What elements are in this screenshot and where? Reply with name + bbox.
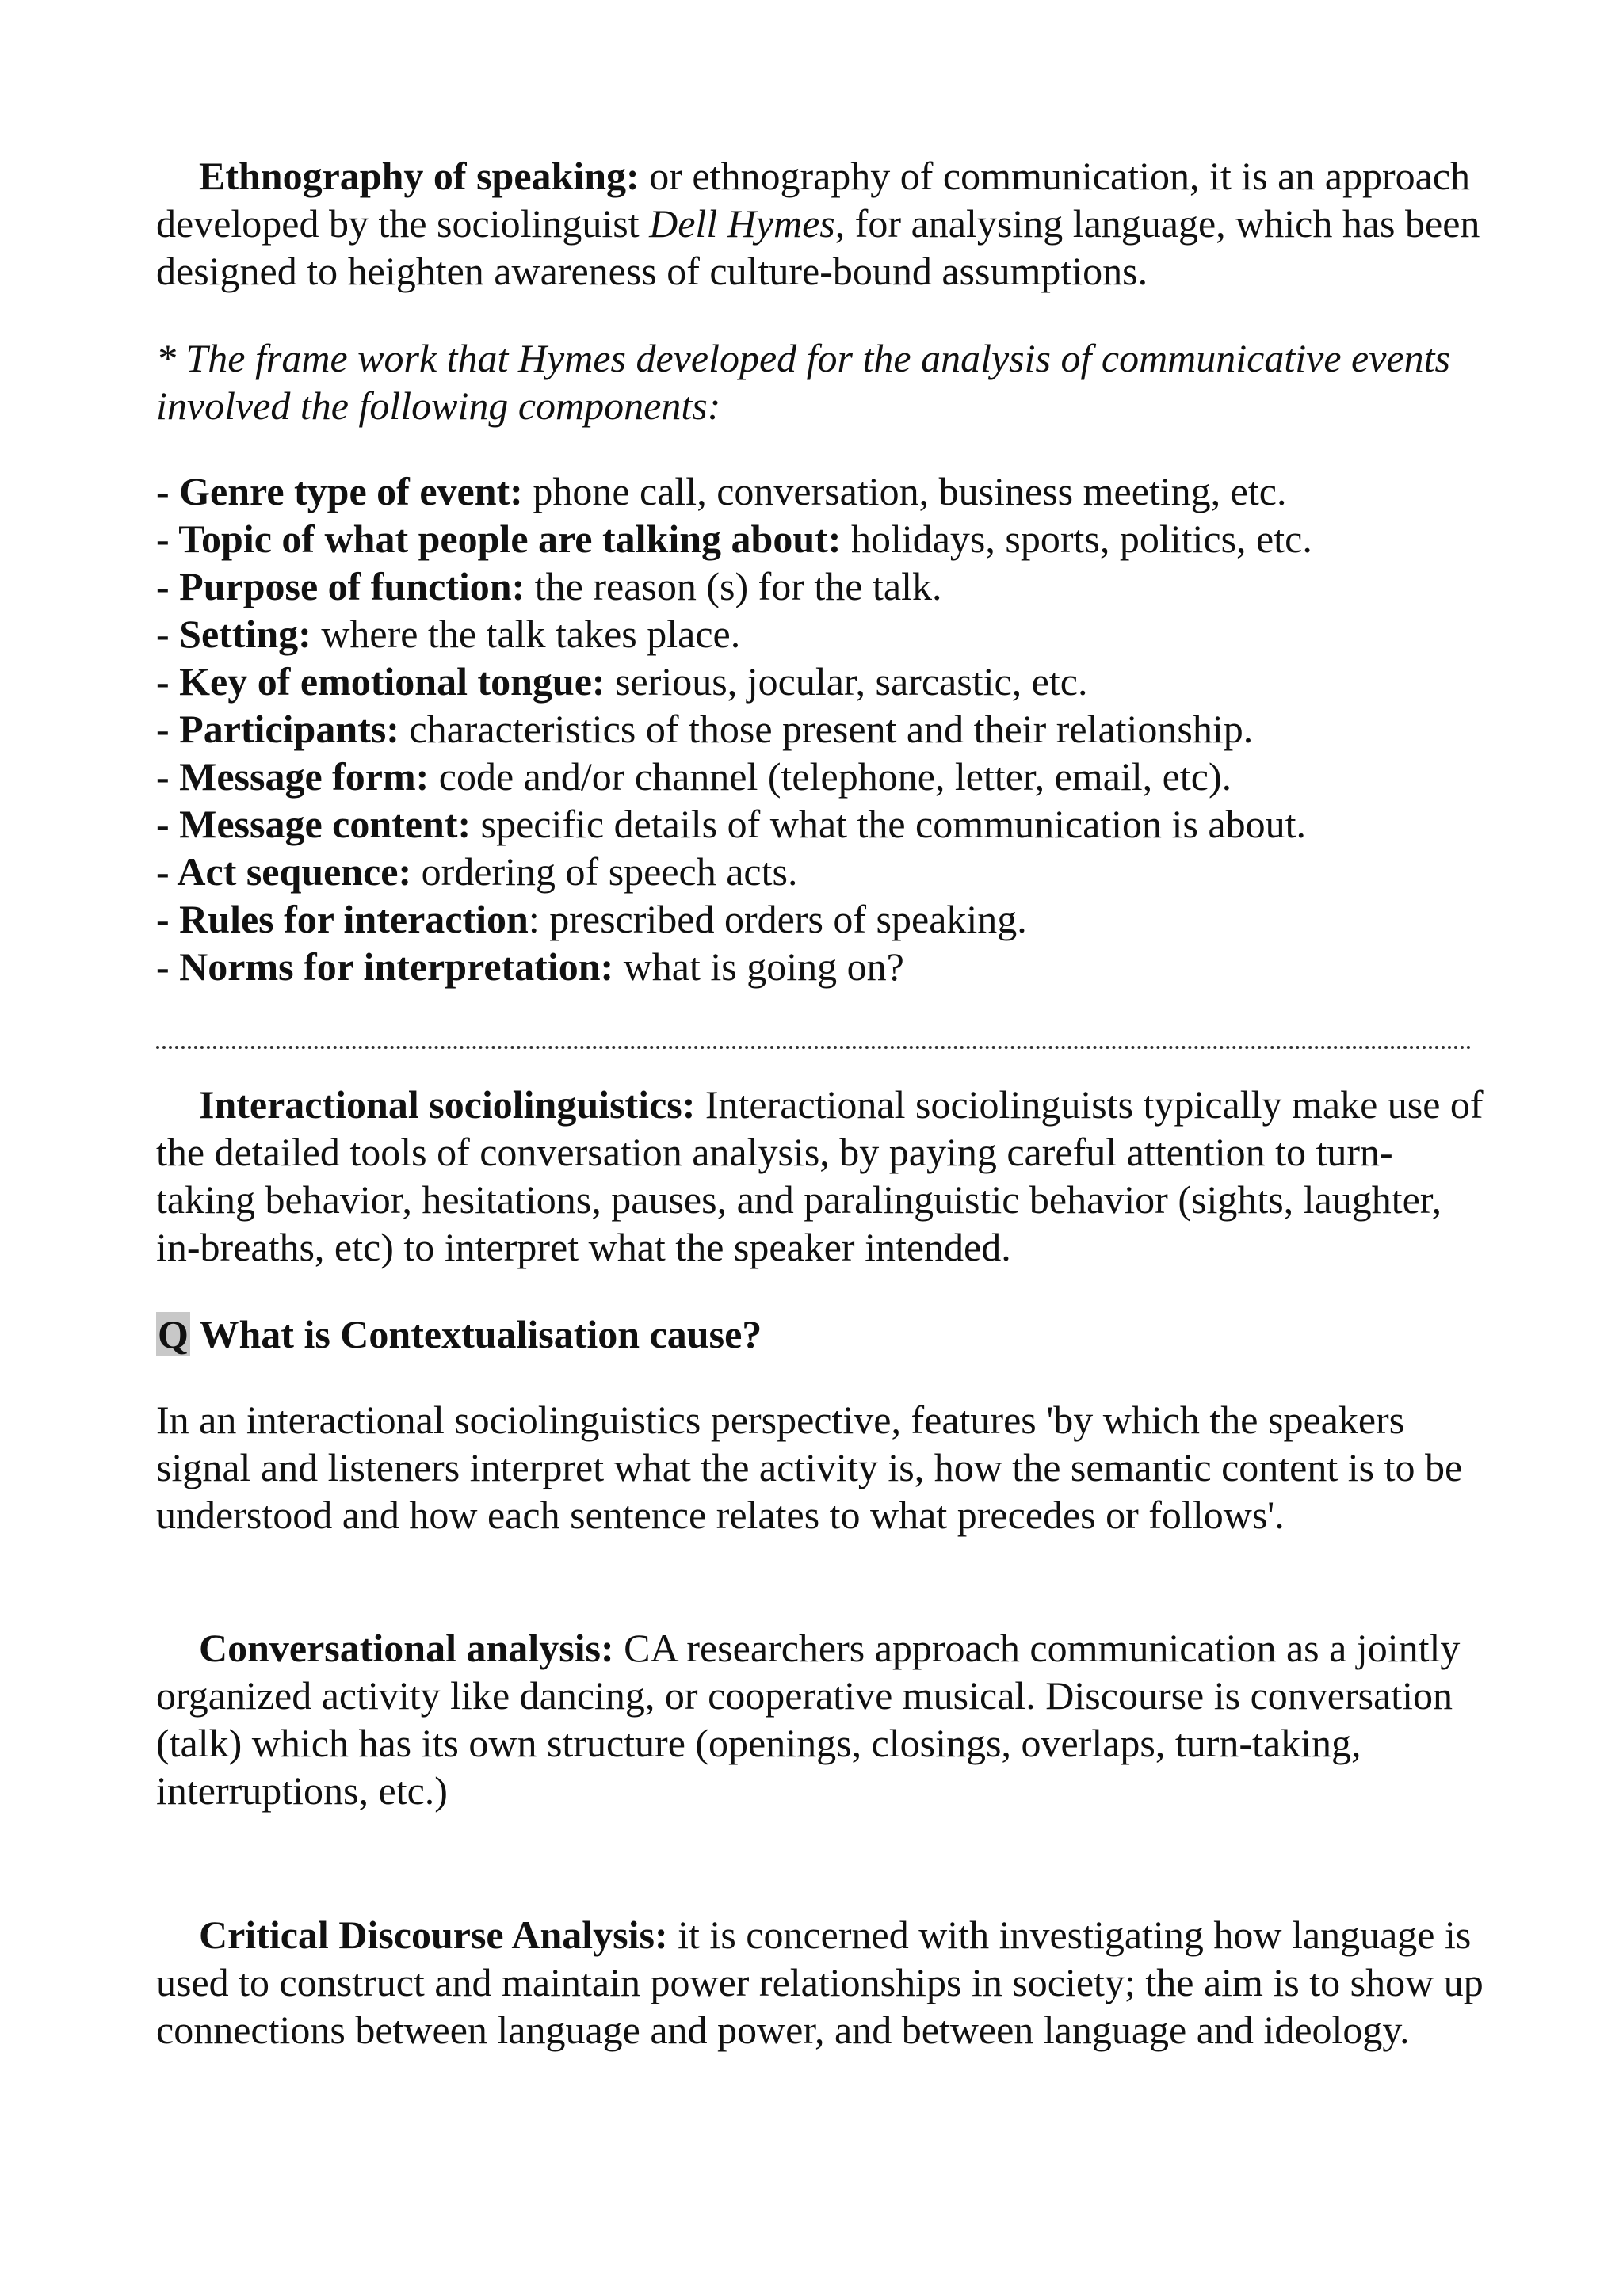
component-desc: serious, jocular, sarcastic, etc. [605, 659, 1088, 704]
ethnography-text-2: , for analysing language, which has been designed to heighten awareness of culture-bound assumptions. [156, 201, 1480, 293]
dotted-divider [156, 1030, 1472, 1049]
list-item [156, 943, 1487, 990]
component-term: - Message content: [156, 802, 472, 846]
component-desc: specific details of what the communication is about. [471, 802, 1306, 846]
ethnography-term: Ethnography of speaking: [199, 154, 640, 198]
list-item [156, 610, 1487, 658]
component-term: - Genre type of event: [156, 469, 523, 513]
cda-paragraph [156, 1911, 1487, 2054]
component-term: - Purpose of function: [156, 564, 525, 608]
component-term: - Setting: [156, 612, 311, 656]
component-desc: ordering of speech acts. [411, 849, 798, 894]
component-term: - Participants: [156, 707, 399, 751]
ethnography-text-1: or ethnography of communication, it is an approach developed by the sociolinguist [156, 154, 1471, 246]
contextualisation-paragraph: In an interactional sociolinguistics perspective, features 'by which the speakers signal and listeners interpret what the activity is, how the semantic content is to be understood and how each sentence relates to what precedes or follows'. [156, 1398, 1463, 1537]
question-marker: Q [158, 1312, 189, 1356]
component-desc: phone call, conversation, business meeting, etc. [522, 469, 1287, 513]
component-term: - Rules for interaction [156, 897, 529, 941]
component-desc: code and/or channel (telephone, letter, email, etc). [429, 754, 1232, 799]
interactional-text: Interactional sociolinguists typically make use of the detailed tools of conversation analysis, by paying careful attention to turn-taking behavior, hesitations, pauses, and paralinguistic behavior (sights, laughter, in-breaths, etc) to interpret what the speaker intended. [156, 1082, 1484, 1269]
component-desc: characteristics of those present and their relationship. [399, 707, 1254, 751]
framework-note [156, 334, 1487, 429]
framework-note-text: * The frame work that Hymes developed for the analysis of communicative events involved the following components: [156, 336, 1450, 428]
list-item [156, 800, 1487, 848]
cda-term: Critical Discourse Analysis: [199, 1913, 668, 1957]
cda-text: it is concerned with investigating how language is used to construct and maintain power relationships in society; the aim is to show up connections between language and power, and between language and ideology. [156, 1913, 1484, 2052]
question-heading [156, 1310, 1487, 1358]
ethnography-paragraph [156, 152, 1487, 295]
list-item [156, 515, 1487, 563]
dell-hymes-name: Dell Hymes [649, 201, 835, 246]
list-item [156, 705, 1487, 753]
list-item [156, 563, 1487, 610]
list-item [156, 848, 1487, 895]
interactional-paragraph [156, 1081, 1487, 1271]
components-list [156, 467, 1487, 990]
list-item [156, 658, 1487, 705]
component-term: - Message form: [156, 754, 430, 799]
interactional-term: Interactional sociolinguistics: [199, 1082, 696, 1127]
list-item [156, 895, 1487, 943]
list-item [156, 467, 1487, 515]
component-term: - Norms for interpretation: [156, 944, 614, 989]
component-desc: the reason (s) for the talk. [525, 564, 942, 608]
component-desc: : prescribed orders of speaking. [528, 897, 1027, 941]
document-page [156, 152, 1487, 2054]
list-item [156, 753, 1487, 800]
conversational-term: Conversational analysis: [199, 1626, 614, 1670]
question-text: What is Contextualisation cause? [189, 1312, 762, 1356]
component-desc: what is going on? [613, 944, 904, 989]
component-term: - Topic of what people are talking about: [156, 517, 842, 561]
conversational-paragraph [156, 1624, 1487, 1814]
component-term: - Act sequence: [156, 849, 412, 894]
component-desc: holidays, sports, politics, etc. [841, 517, 1312, 561]
component-desc: where the talk takes place. [311, 612, 741, 656]
component-term: - Key of emotional tongue: [156, 659, 605, 704]
conversational-text: CA researchers approach communication as a jointly organized activity like dancing, or cooperative musical. Discourse is conversation (talk) which has its own structure (openings, closings, overlaps, turn-taking, interruptions, etc.) [156, 1626, 1461, 1813]
